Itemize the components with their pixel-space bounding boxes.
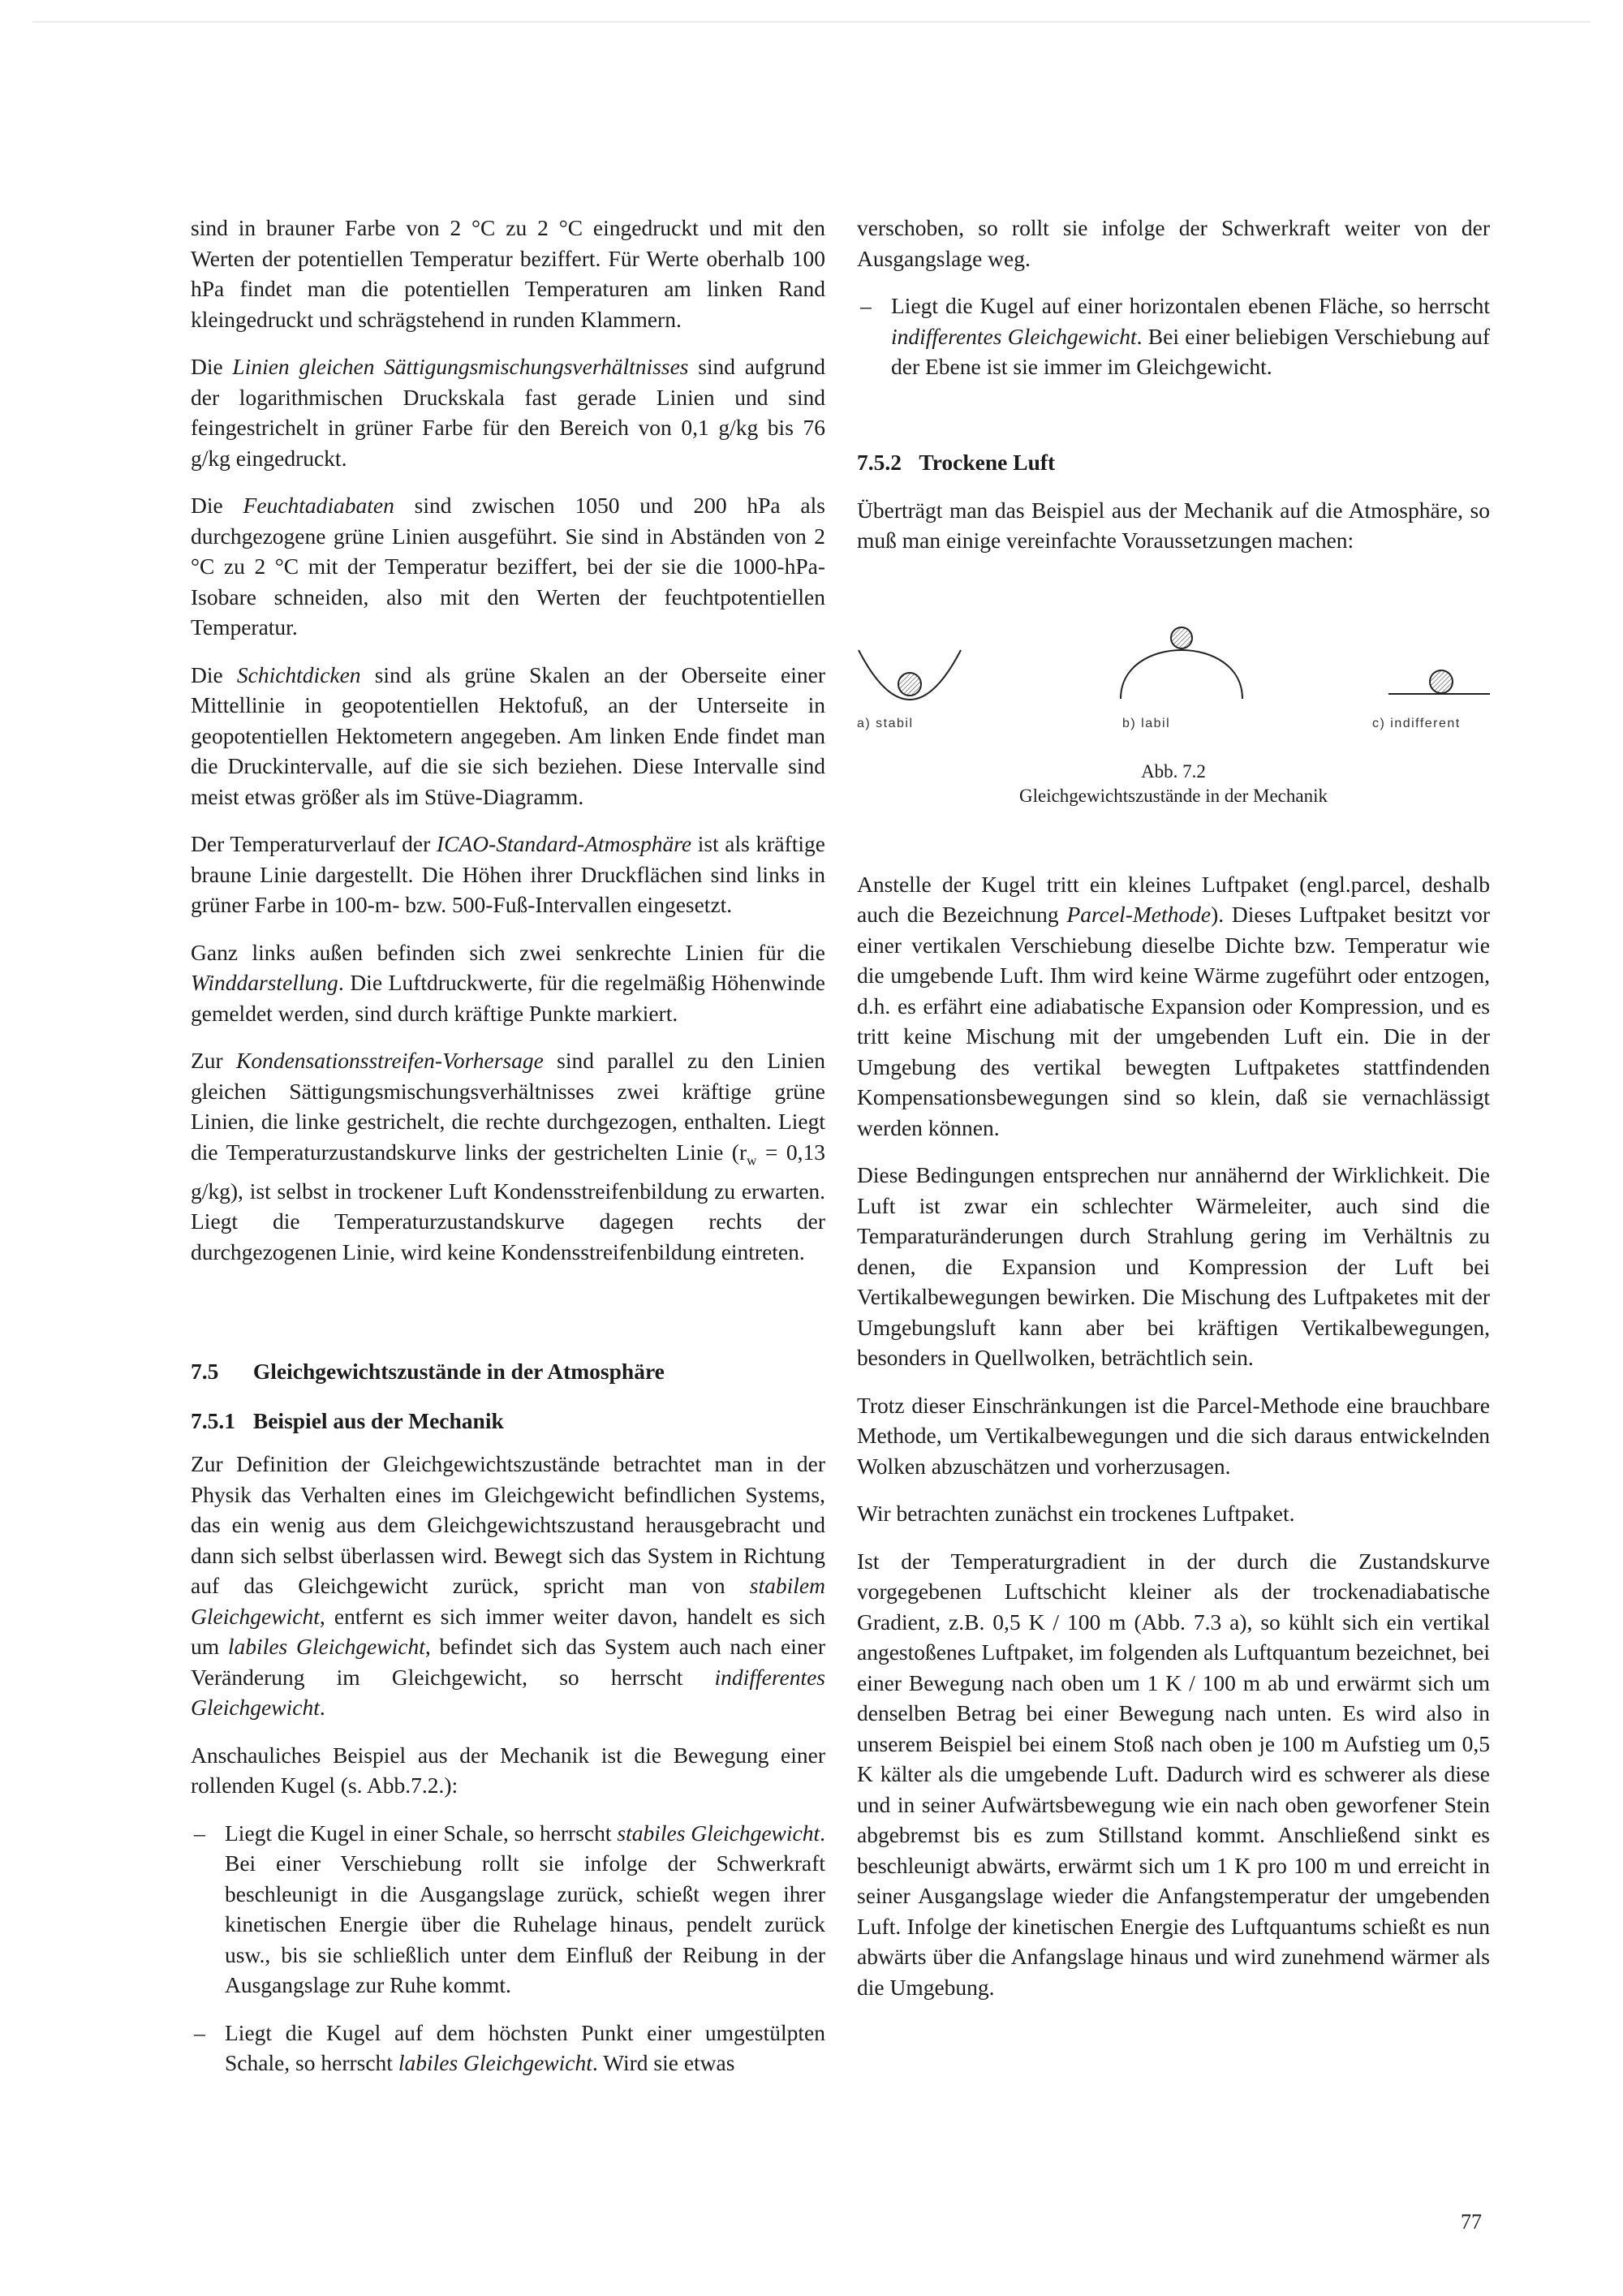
paragraph: Die Feuchtadiabaten sind zwischen 1050 und 200 hPa als durchgezogene grüne Linien ausgeführt. Sie sind in Abständen von 2 °C zu 2 °C mit der Temperatur beziffert, bei der sie die 1000-hPa-Isobare schneiden, also mit den Werten der feuchtpotentiellen Temperatur. (191, 493, 825, 640)
section-heading-7-5: 7.5 Gleichgewichtszustände in der Atmosphäre (191, 1359, 665, 1384)
figure-7-2 (857, 593, 1490, 837)
paragraph: Ganz links außen befinden sich zwei senkrechte Linien für die Winddarstellung. Die Luftdruckwerte, für die regelmäßig Höhenwinde gemeldet werden, sind durch kräftige Punkte markiert. (191, 939, 825, 1026)
paragraph: verschoben, so rollt sie infolge der Schwerkraft weiter von der Ausgangslage weg. (857, 215, 1490, 271)
label-stable: a) stabil (857, 716, 914, 730)
dash-list (191, 1818, 825, 2078)
page-top-rule (32, 21, 1591, 23)
label-labile: b) labil (1122, 716, 1171, 730)
paragraph: Wir betrachten zunächst ein trockenes Luftpaket. (857, 1501, 1295, 1526)
paragraph: Ist der Temperaturgradient in der durch die Zustandskurve vorgegebenen Luftschicht kleiner als der trockenadiabatische Gradient, z.B. 0,5 K / 100 m (Abb. 7.3 a), so kühlt sich ein vertikal angestoßenes Luftpaket, im folgenden als Luftquantum bezeichnet, bei einer Bewegung nach oben um 1 K / 100 m ab und erwärmt sich um denselben Betrag bei einer Bewegung nach unten. Es wird also in unserem Beispiel bei einem Stoß nach oben je 100 m Aufstieg um 0,5 K kälter als die umgebende Luft. Dadurch wird es schwerer als diese und in seiner Aufwärtsbewegung wie ein nach oben geworfener Stein abgebremst bis es zum Stillstand kommt. Anschließend sinkt es beschleunigt abwärts, erwärmt sich um 1 K pro 100 m und erreicht in seiner Ausgangslage wieder die Anfangstemperatur der umgebenden Luft. Infolge der kinetischen Energie des Luftquantums schießt es nun abwärts über die Anfangslage hinaus und wird zunehmend wärmer als die Umgebung. (857, 1548, 1490, 2000)
paragraph: Überträgt man das Beispiel aus der Mechanik auf die Atmosphäre, so muß man einige vereinfachte Voraussetzungen machen: (857, 497, 1490, 553)
ball-icon (1171, 627, 1192, 648)
figure-caption (857, 760, 1490, 808)
figure-number: Abb. 7.2 (1141, 760, 1206, 782)
paragraph: Zur Definition der Gleichgewichtszustände betrachtet man in der Physik das Verhalten eines im Gleichgewicht befindlichen Systems, das ein wenig aus dem Gleichgewichtszustand herausgebracht und dann sich selbst überlassen wird. Bewegt sich das System in Richtung auf das Gleichgewicht zurück, spricht man von stabilem Gleichgewicht, entfernt es sich immer weiter davon, handelt es sich um labiles Gleichgewicht, befindet sich das System auch nach einer Veränderung im Gleichgewicht, so herrscht indifferentes Gleichgewicht. (191, 1451, 826, 1720)
paragraph: Der Temperaturverlauf der ICAO-Standard-Atmosphäre ist als kräftige braune Linie dargestellt. Die Höhen ihrer Druckflächen sind links in grüner Farbe in 100-m- bzw. 500-Fuß-Intervallen eingesetzt. (191, 831, 825, 917)
section-heading-7-5-1: 7.5.1 Beispiel aus der Mechanik (191, 1408, 504, 1433)
paragraph: sind in brauner Farbe von 2 °C zu 2 °C eingedruckt und mit den Werten der potentiellen Temperatur beziffert. Für Werte oberhalb 100 hPa findet man die potentiellen Temperaturen am linken Rand kleingedruckt und schrägstehend in runden Klammern. (191, 215, 825, 332)
list-item: – Liegt die Kugel in einer Schale, so herrscht stabiles Gleichgewicht. Bei einer Verschiebung rollt sie infolge der Schwerkraft beschleunigt in die Ausgangslage zurück, schießt wegen ihrer kinetischen Energie über die Ruhelage hinaus, pendelt zurück usw., bis sie schließlich unter dem Einfluß der Reibung in der Ausgangslage zur Ruhe kommt. (191, 1818, 825, 2001)
inverted-bowl-shape (1121, 650, 1242, 699)
figure-caption-text: Gleichgewichtszustände in der Mechanik (1018, 785, 1328, 806)
paragraph: Trotz dieser Einschränkungen ist die Parcel-Methode eine brauchbare Methode, um Vertikalbewegungen und die sich daraus entwickelnden Wolken abzuschätzen und vorherzusagen. (857, 1392, 1490, 1479)
right-column (857, 213, 1490, 2019)
left-column (191, 213, 825, 2096)
ball-icon (898, 673, 921, 696)
paragraph: Anstelle der Kugel tritt ein kleines Luftpaket (engl.parcel, deshalb auch die Bezeichnung Parcel-Methode). Dieses Luftpaket besitzt vor einer vertikalen Verschiebung dieselbe Dichte bzw. Temperatur wie die umgebende Luft. Ihm wird keine Wärme zugeführt oder entzogen, d.h. es erfährt eine adiabatische Expansion oder Kompression, und es tritt keine Mischung mit der umgebenden Luft ein. Die in der Umgebung des vertikal bewegten Luftpaketes stattfindenden Kompensationsbewegungen sind so klein, daß sie vernachlässigt werden können. (857, 871, 1490, 1140)
dash-list (857, 291, 1490, 382)
paragraph: Anschauliches Beispiel aus der Mechanik ist die Bewegung einer rollenden Kugel (s. Abb.7.2.): (191, 1742, 825, 1798)
paragraph: Die Schichtdicken sind als grüne Skalen an der Oberseite einer Mittellinie in geopotentiellen Hektofuß, an der Unterseite in geopotentiellen Hektometern angegeben. Am linken Ende findet man die Druckintervalle, auf die sie sich beziehen. Diese Intervalle sind meist etwas größer als im Stüve-Diagramm. (191, 661, 825, 809)
paragraph: Die Linien gleichen Sättigungsmischungsverhältnisses sind aufgrund der logarithmischen Druckskala fast gerade Linien und sind feingestrichelt in grüner Farbe für den Bereich von 0,1 g/kg bis 76 g/kg eingedruckt. (191, 354, 825, 471)
section-heading-7-5-2: 7.5.2 Trockene Luft (857, 449, 1056, 475)
list-item: – Liegt die Kugel auf dem höchsten Punkt einer umgestülpten Schale, so herrscht labiles Gleichgewicht. Wird sie etwas (191, 2018, 825, 2078)
list-item: – Liegt die Kugel auf einer horizontalen ebenen Fläche, so herrscht indifferentes Gleichgewicht. Bei einer beliebigen Verschiebung auf der Ebene ist sie immer im Gleichgewicht. (857, 291, 1490, 382)
page-number: 77 (1461, 2210, 1482, 2234)
ball-icon (1430, 670, 1453, 693)
label-indifferent: c) indifferent (1372, 716, 1461, 730)
paragraph: Zur Kondensationsstreifen-Vorhersage sind parallel zu den Linien gleichen Sättigungsmischungsverhältnisses zwei kräftige grüne Linien, die linke gestrichelt, die rechte durchgezogen, enthalten. Liegt die Temperaturzustandskurve links der gestrichelten Linie ($r_w = 0,13$ g/kg), ist selbst in trockener Luft Kondensstreifenbildung zu erwarten. Liegt die Temperaturzustandskurve dagegen rechts der durchgezogenen Linie, wird keine Kondensstreifenbildung eintreten. (191, 1048, 825, 1264)
equilibrium-diagram (857, 593, 1490, 723)
paragraph: Diese Bedingungen entsprechen nur annähernd der Wirklichkeit. Die Luft ist zwar ein schlechter Wärmeleiter, auch sind die Temparaturänderungen durch Strahlung gering im Verhältnis zu denen, die Expansion und Kompression der Luft bei Vertikalbewegungen bewirken. Die Mischung des Luftpaketes mit der Umgebungsluft kann aber bei kräftigen Vertikalbewegungen, besonders in Quellwolken, beträchtlich sein. (857, 1162, 1490, 1370)
